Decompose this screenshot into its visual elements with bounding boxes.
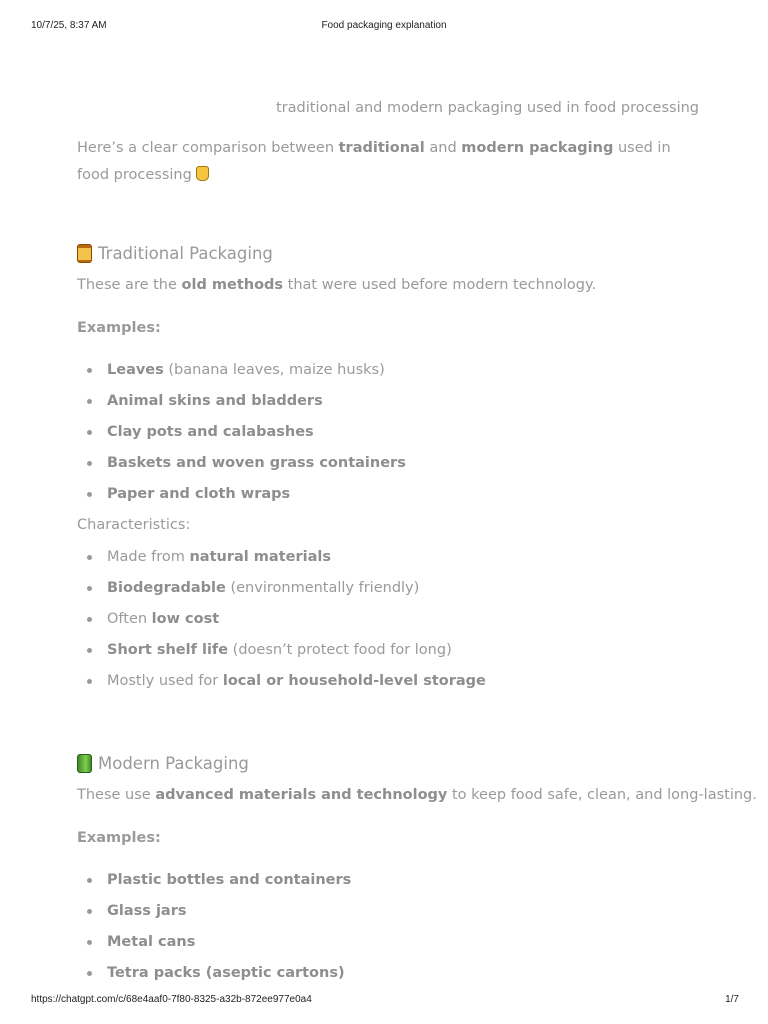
- list-item-pre: Made from: [107, 549, 190, 565]
- list-item: [0, 865, 351, 896]
- list-item-text: (environmentally friendly): [225, 580, 420, 596]
- modern-desc-post: to keep food safe, clean, and long-lasting.: [447, 787, 757, 803]
- list-item-bold: Glass jars: [107, 903, 187, 919]
- list-item: [0, 927, 351, 958]
- traditional-heading: [77, 244, 273, 263]
- list-item: [0, 355, 406, 386]
- list-item: [0, 635, 486, 666]
- list-item-bold: Biodegradable: [107, 580, 226, 596]
- traditional-desc-post: that were used before modern technology.: [283, 277, 597, 293]
- list-item: [0, 417, 406, 448]
- print-footer-url: https://chatgpt.com/c/68e4aaf0-7f80-8325-a32b-872ee977e0a4: [31, 994, 312, 1005]
- list-item: [0, 386, 406, 417]
- list-item: [0, 479, 406, 510]
- list-item: [0, 666, 486, 697]
- traditional-characteristics-list: [0, 542, 486, 697]
- list-item-bold: Leaves: [107, 362, 164, 378]
- traditional-description: [77, 277, 596, 293]
- traditional-heading-text: Traditional Packaging: [98, 244, 273, 263]
- list-item-bold: Plastic bottles and containers: [107, 872, 352, 888]
- list-item-pre: Often: [107, 611, 152, 627]
- modern-heading-text: Modern Packaging: [98, 754, 249, 773]
- list-item-bold: Paper and cloth wraps: [107, 486, 291, 502]
- list-item-bold: Clay pots and calabashes: [107, 424, 314, 440]
- intro-text-pre: Here’s a clear comparison between: [77, 140, 339, 156]
- print-footer-page-number: 1/7: [725, 994, 739, 1005]
- intro-bold-modern: modern packaging: [461, 140, 614, 156]
- list-item-bold: low cost: [151, 611, 220, 627]
- list-item: [0, 604, 486, 635]
- modern-desc-pre: These use: [77, 787, 156, 803]
- pointing-down-hand-icon: [196, 166, 209, 181]
- list-item-bold: Metal cans: [107, 934, 196, 950]
- intro-text-post: used in food processing: [77, 140, 671, 183]
- modern-description: [77, 787, 757, 803]
- intro-bold-traditional: traditional: [338, 140, 425, 156]
- list-item-text: (banana leaves, maize husks): [163, 362, 385, 378]
- list-item: [0, 958, 351, 989]
- amphora-icon: [77, 244, 92, 263]
- list-item-bold: Short shelf life: [107, 642, 229, 658]
- list-item: [0, 896, 351, 927]
- modern-examples-label: Examples:: [77, 830, 161, 846]
- traditional-characteristics-label: Characteristics:: [77, 517, 191, 533]
- list-item-bold: Tetra packs (aseptic cartons): [107, 965, 345, 981]
- list-item-bold: Baskets and woven grass containers: [107, 455, 406, 471]
- intro-text-mid: and: [424, 140, 462, 156]
- modern-examples-list: [0, 865, 351, 989]
- list-item-text: (doesn’t protect food for long): [228, 642, 452, 658]
- traditional-desc-pre: These are the: [77, 277, 182, 293]
- list-item-bold: local or household-level storage: [222, 673, 486, 689]
- traditional-desc-bold: old methods: [181, 277, 284, 293]
- traditional-examples-label: Examples:: [77, 320, 161, 336]
- modern-desc-bold: advanced materials and technology: [155, 787, 448, 803]
- can-icon: [77, 754, 92, 773]
- list-item-pre: Mostly used for: [107, 673, 223, 689]
- modern-heading: [77, 754, 249, 773]
- traditional-examples-list: [0, 355, 406, 510]
- list-item-bold: natural materials: [189, 549, 331, 565]
- list-item-bold: Animal skins and bladders: [107, 393, 323, 409]
- list-item: [0, 448, 406, 479]
- list-item: [0, 573, 486, 604]
- print-header-title: Food packaging explanation: [321, 20, 447, 31]
- user-query: traditional and modern packaging used in food processing: [276, 100, 700, 116]
- intro-paragraph: [77, 135, 677, 189]
- list-item: [0, 542, 486, 573]
- print-header-datetime: 10/7/25, 8:37 AM: [31, 20, 107, 31]
